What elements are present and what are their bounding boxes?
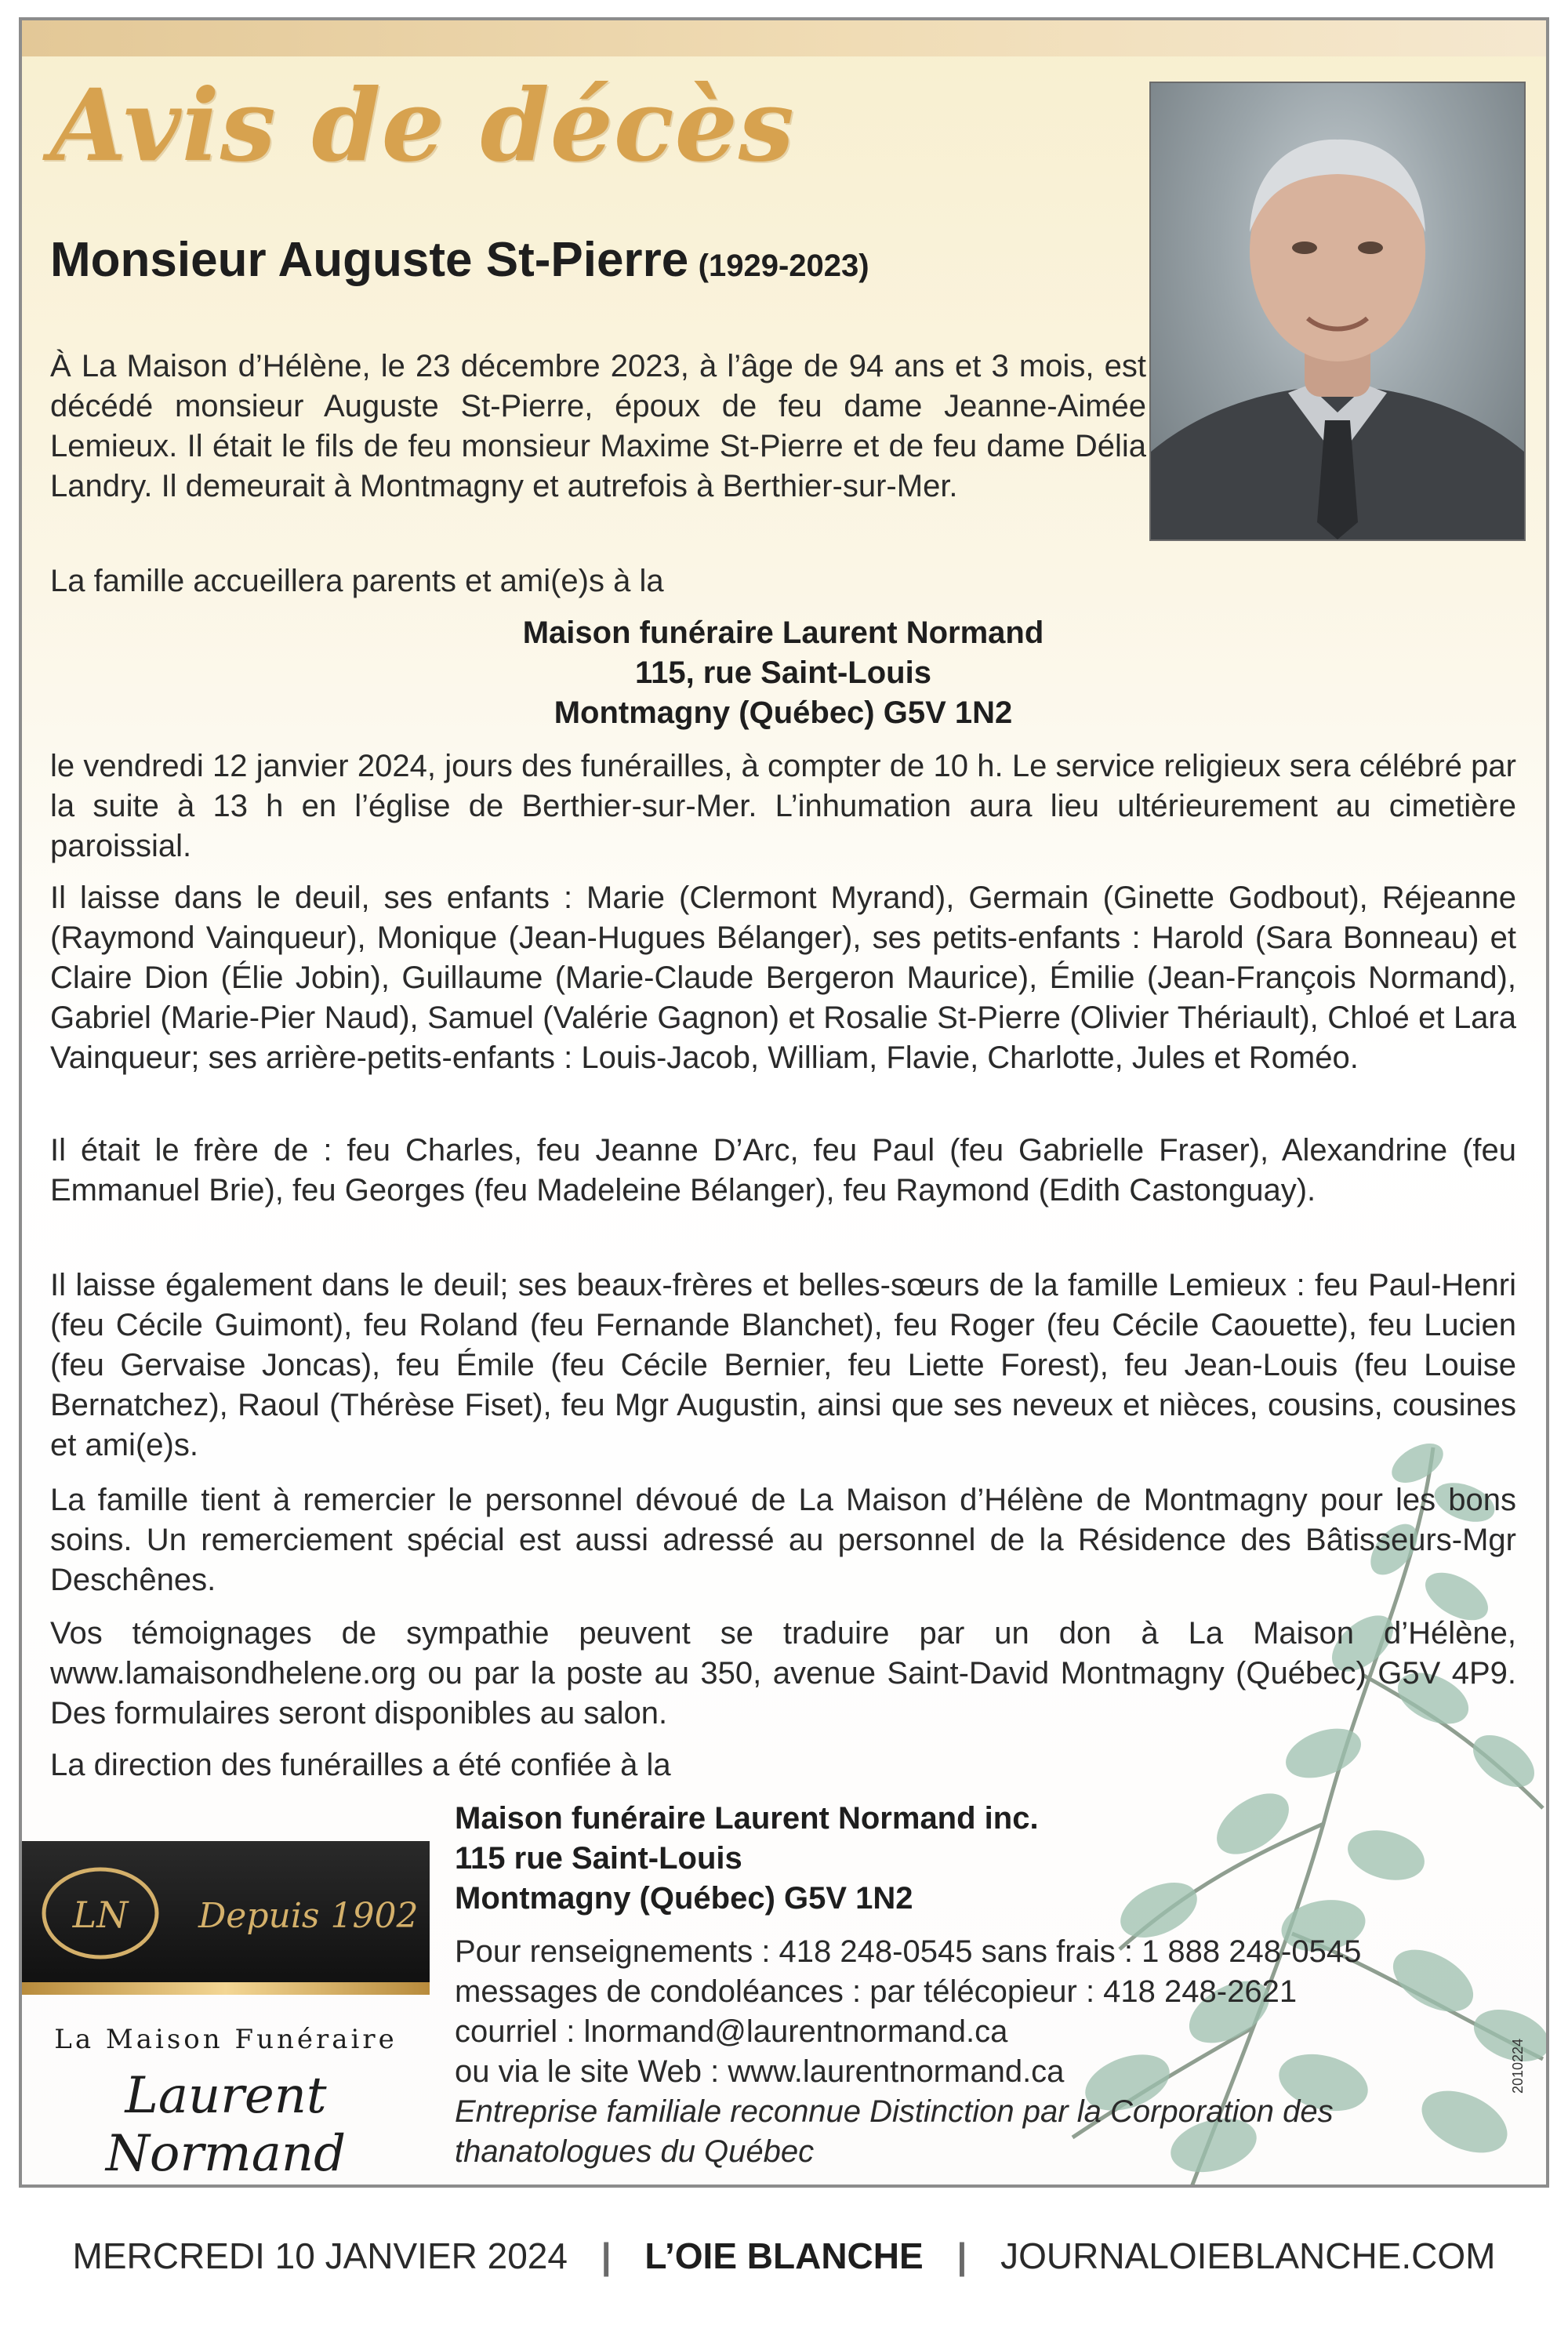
- top-band: [22, 20, 1546, 56]
- funeral-home-city: Montmagny (Québec) G5V 1N2: [455, 1881, 913, 1916]
- condolences-fax: messages de condoléances : par télécopieur : 418 248-2621: [455, 1974, 1298, 2009]
- website-line: ou via le site Web : www.laurentnormand.ca: [455, 2054, 1065, 2089]
- siblings-paragraph: Il était le frère de : feu Charles, feu Jeanne D’Arc, feu Paul (feu Gabrielle Fraser), Alexandrine (feu Emmanuel Brie), feu Georges (feu Madeleine Bélanger), feu Raymond (Edith Castonguay).: [50, 1133, 1516, 1208]
- email-line: courriel : lnormand@laurentnormand.ca: [455, 2014, 1008, 2049]
- direction-text: La direction des funérailles a été confiée à la: [50, 1748, 671, 1782]
- thanks-paragraph: La famille tient à remercier le personnel dévoué de La Maison d’Hélène de Montmagny pour les bons soins. Un remerciement spécial est aussi adressé au personnel de la Résidence des Bâtisseurs-Mgr Deschênes.: [50, 1483, 1516, 1597]
- deceased-name: Monsieur Auguste St-Pierre: [50, 233, 689, 287]
- intro-paragraph: À La Maison d’Hélène, le 23 décembre 2023, à l’âge de 94 ans et 3 mois, est décédé monsieur Auguste St-Pierre, époux de feu dame Jeanne-Aimée Lemieux. Il était le fils de feu monsieur Maxime St-Pierre et de feu dame Délia Landry. Il demeurait à Montmagny et autrefois à Berthier-sur-Mer.: [50, 349, 1146, 503]
- obituary-notice: [19, 17, 1549, 2188]
- welcome-text: La famille accueillera parents et ami(e)s à la: [50, 564, 664, 598]
- footer-separator: |: [601, 2235, 612, 2276]
- funeral-home-name: Maison funéraire Laurent Normand inc.: [455, 1801, 1039, 1836]
- info-phone: Pour renseignements : 418 248-0545 sans frais : 1 888 248-0545: [455, 1934, 1362, 1969]
- logo-line-1: La Maison Funéraire: [54, 2024, 397, 2055]
- donations-paragraph: Vos témoignages de sympathie peuvent se traduire par un don à La Maison d’Hélène, www.lamaisondhelene.org ou par la poste au 350, avenue Saint-David Montmagny (Québec) G5V 4P9. Des formulaires seront disponibles au salon.: [50, 1616, 1516, 1731]
- footer-separator: |: [956, 2235, 967, 2276]
- deceased-heading: [50, 232, 869, 288]
- visitation-street: 115, rue Saint-Louis: [635, 656, 931, 690]
- visitation-home-name: Maison funéraire Laurent Normand: [522, 616, 1044, 650]
- notice-title: Avis de décès: [50, 67, 795, 183]
- monogram-text: LN: [72, 1894, 129, 1936]
- in-laws-paragraph: Il laisse également dans le deuil; ses beaux-frères et belles-sœurs de la famille Lemieux : feu Paul-Henri (feu Cécile Guimont), feu Roland (feu Fernande Blanchet), feu Roger (feu Cécile Caouette), feu Lucien (feu Gervaise Joncas), feu Émile (feu Cécile Bernier, feu Liette Forest), feu Jean-Louis (feu Louise Bernatchez), Raoul (Thérèse Fiset), feu Mgr Augustin, ainsi que ses neveux et nièces, cousins, cousines et ami(e)s.: [50, 1268, 1516, 1462]
- visitation-city: Montmagny (Québec) G5V 1N2: [554, 695, 1013, 730]
- tagline: Entreprise familiale reconnue Distinction par la Corporation des thanatologues du Québec: [455, 2094, 1334, 2169]
- footer-date: MERCREDI 10 JANVIER 2024: [72, 2235, 568, 2276]
- logo-since: Depuis 1902: [198, 1896, 419, 1936]
- schedule-paragraph: le vendredi 12 janvier 2024, jours des funérailles, à compter de 10 h. Le service religieux sera célébré par la suite à 13 h en l’église de Berthier-sur-Mer. L’inhumation aura lieu ultérieurement au cimetière paroissial.: [50, 749, 1516, 863]
- portrait-image: [1151, 83, 1524, 539]
- footer-paper-name: L’OIE BLANCHE: [644, 2235, 924, 2276]
- footer-website: JOURNALOIEBLANCHE.COM: [1000, 2235, 1496, 2276]
- newspaper-footer: [0, 2235, 1568, 2277]
- ad-code: 2010224: [1510, 2038, 1526, 2094]
- logo-line-2: Laurent Normand: [105, 2067, 347, 2183]
- deceased-portrait: [1149, 82, 1526, 541]
- ln-monogram-logo: [22, 1841, 179, 1982]
- survivors-paragraph: Il laisse dans le deuil, ses enfants : Marie (Clermont Myrand), Germain (Ginette Godbout), Réjeanne (Raymond Vainqueur), Monique (Jean-Hugues Bélanger), ses petits-enfants : Harold (Sara Bonneau) et Claire Dion (Élie Jobin), Guillaume (Marie-Claude Bergeron Maurice), Émilie (Jean-François Normand), Gabriel (Marie-Pier Naud), Samuel (Valérie Gagnon) et Rosalie St-Pierre (Olivier Thériault), Chloé et Lara Vainqueur; ses arrière-petits-enfants : Louis-Jacob, William, Flavie, Charlotte, Jules et Roméo.: [50, 881, 1516, 1075]
- deceased-years: (1929-2023): [698, 249, 869, 283]
- logo-gold-bar: [22, 1982, 430, 1995]
- funeral-home-street: 115 rue Saint-Louis: [455, 1841, 742, 1876]
